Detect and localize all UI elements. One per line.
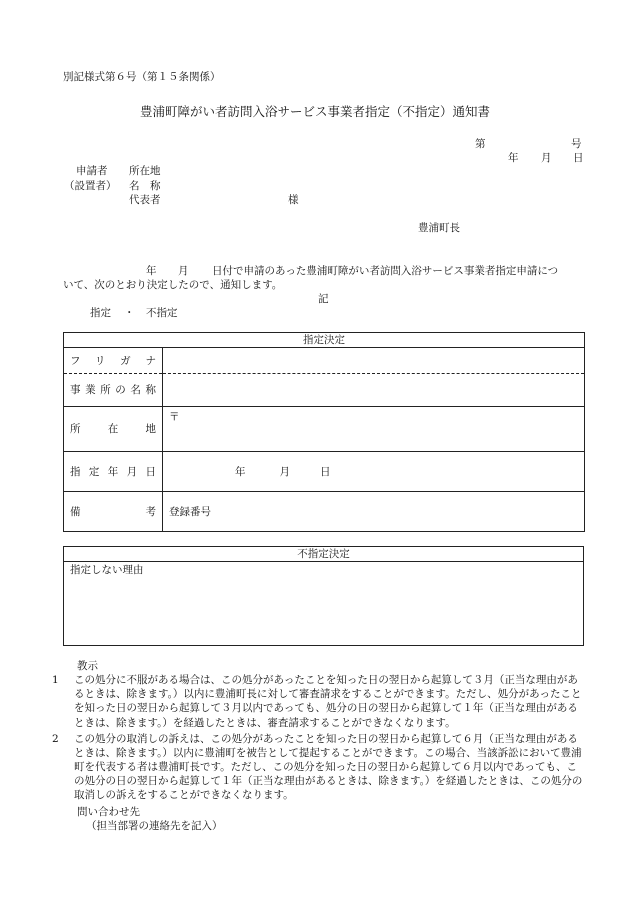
contact-note: （担当部署の連絡先を記入） xyxy=(86,820,223,832)
instruction-text: この処分に不服がある場合は、この処分があったことを知った日の翌日から起算して３月（正当な理由があるときは、除きます。）以内に豊浦町長に対して審査請求をすることができます。ただし、処分があったことを知った日の翌日から起算して３月以内であっても、処分の日の翌日から起算して１年（正当な理由があるときは、除きます。）を経過したときは、審査請求することができなくなります。 xyxy=(74,674,582,729)
application-year: 年 xyxy=(146,265,157,277)
non-designation-table xyxy=(63,546,584,646)
remarks-label-cell xyxy=(64,492,163,532)
choice-separator: ・ xyxy=(124,307,135,319)
facility-name-label-cell xyxy=(64,374,163,407)
instruction-number: 1 xyxy=(52,674,59,686)
facility-address-label-cell xyxy=(64,407,163,452)
issue-date-month: 月 xyxy=(541,152,552,164)
designation-date-value xyxy=(163,452,585,492)
designation-date-day: 日 xyxy=(320,465,331,478)
designation-table xyxy=(63,332,585,532)
instructions-title: 教示 xyxy=(77,660,98,672)
establisher-label: （設置者） xyxy=(64,180,117,192)
honorific-sama: 様 xyxy=(288,194,299,206)
choice-not-designate: 不指定 xyxy=(146,307,178,319)
designation-date-year: 年 xyxy=(235,465,246,478)
facility-address-label: 所在地 xyxy=(70,423,156,436)
designation-date-label: 指定年月日 xyxy=(70,465,156,478)
doc-number-suffix: 号 xyxy=(571,138,582,150)
non-designation-header: 不指定決定 xyxy=(64,547,584,562)
document-title: 豊浦町障がい者訪問入浴サービス事業者指定（不指定）通知書 xyxy=(139,104,490,119)
facility-name-value xyxy=(163,374,585,407)
designation-header: 指定決定 xyxy=(64,333,585,348)
issue-date-day: 日 xyxy=(573,152,584,164)
furigana-label: フリガナ xyxy=(70,354,156,367)
body-line-1: 日付で申請のあった豊浦町障がい者訪問入浴サービス事業者指定申請につ xyxy=(212,265,559,277)
issuer-mayor: 豊浦町長 xyxy=(418,222,460,234)
applicant-name-label: 名 称 xyxy=(129,180,161,192)
contact-title: 問い合わせ先 xyxy=(77,806,140,818)
form-number: 別記様式第６号（第１５条関係） xyxy=(63,71,221,83)
instruction-text: この処分の取消しの訴えは、この処分があったことを知った日の翌日から起算して６月（正当な理由があるときは、除きます。）以内に豊浦町を被告として提起することができます。この場合、当該訴訟において豊浦町を代表する者は豊浦町長です。ただし、この処分を知った日の翌日から起算して６月以内であっても、この処分の日の翌日から起算して１年（正当な理由があるときは、除きます。）を経過したときは、この処分の取消しの訴えをすることができなくなります。 xyxy=(74,732,583,802)
instruction-item xyxy=(52,673,584,730)
body-line-2: いて、次のとおり決定したので、通知します。 xyxy=(63,279,283,291)
facility-name-label: 事業所の名称 xyxy=(70,384,156,397)
furigana-label-cell xyxy=(64,348,163,374)
doc-number-prefix: 第 xyxy=(475,138,486,150)
remarks-value xyxy=(163,492,585,532)
facility-address-value xyxy=(163,407,585,452)
remarks-label: 備考 xyxy=(70,505,156,518)
ki-mark: 記 xyxy=(318,293,329,305)
instruction-item xyxy=(52,732,584,803)
instruction-number: 2 xyxy=(52,732,59,745)
applicant-representative-label: 代表者 xyxy=(129,194,161,206)
non-designation-reason-cell xyxy=(64,562,584,646)
issue-date-year: 年 xyxy=(508,152,519,164)
postal-mark: 〒 xyxy=(169,411,180,424)
applicant-address-label: 所在地 xyxy=(129,165,161,177)
application-month: 月 xyxy=(178,265,189,277)
non-designation-reason-label: 指定しない理由 xyxy=(70,564,144,577)
furigana-value xyxy=(163,348,585,374)
applicant-label: 申請者 xyxy=(76,165,108,177)
designation-date-label-cell xyxy=(64,452,163,492)
instructions-list xyxy=(52,673,584,803)
choice-designate: 指定 xyxy=(90,307,111,319)
designation-date-month: 月 xyxy=(279,465,290,478)
registration-number-label: 登録番号 xyxy=(169,505,211,518)
